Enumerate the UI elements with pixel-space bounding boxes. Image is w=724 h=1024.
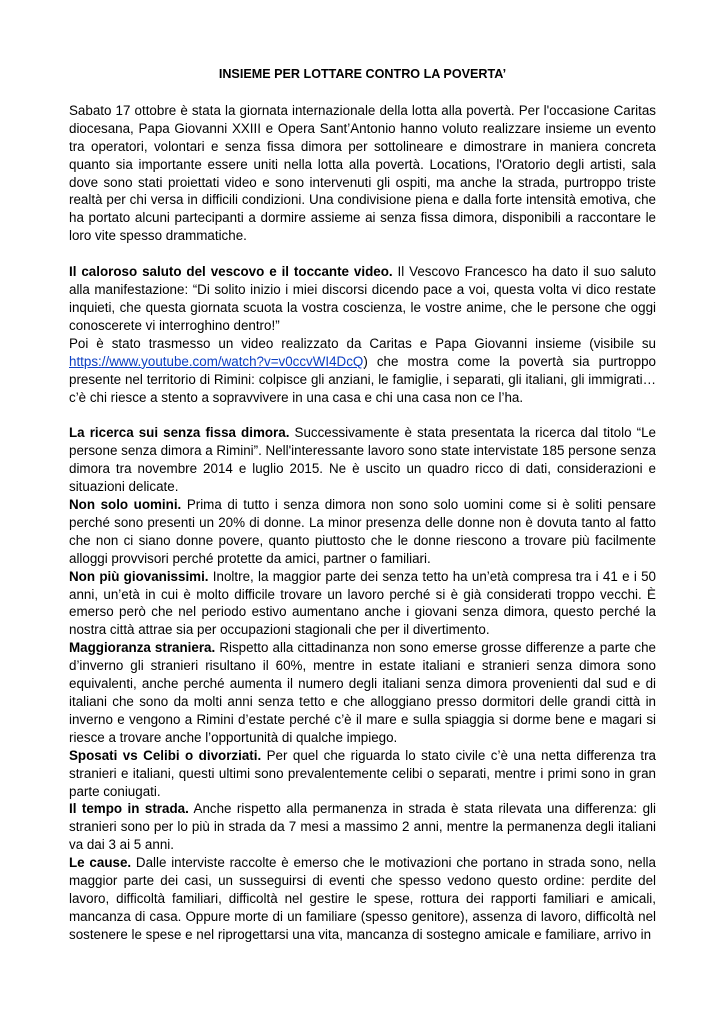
youtube-link[interactable]: https://www.youtube.com/watch?v=v0ccvWI4DcQ <box>69 353 364 369</box>
section-text: Inoltre, la maggior parte dei senza tetto ha un’età compresa tra i 41 e i 50 anni, un’età in cui è molto difficile trovare un lavoro perché si è già considerati troppo vecchi. È emerso però che nel periodo estivo aumentano anche i giovani senza dimora, questo perché la nostra città attrae sia per occupazioni stagionali che per il divertimento. <box>69 568 656 638</box>
section-text: Prima di tutto i senza dimora non sono solo uomini come si è soliti pensare perché sono presenti un 20% di donne. La minor presenza delle donne non è dovuta tanto al fatto che non ci siano donne povere, quanto piuttosto che le donne riescono a trovare più facilmente alloggi provvisori perché protette da amici, partner o familiari. <box>69 497 656 566</box>
section-heading: Le cause. <box>69 855 132 871</box>
section-heading: Il caloroso saluto del vescovo e il toccante video. <box>69 264 393 280</box>
section-paragraph <box>69 496 656 568</box>
video-text-after: ) che mostra come la povertà sia purtroppo presente nel territorio di Rimini: colpisce gli anziani, le famiglie, i separati, gli italiani, gli immigrati… c’è chi riesce a stento a sopravvivere in una casa e chi una casa non ce l’ha. <box>69 353 656 405</box>
video-text-before: Poi è stato trasmesso un video realizzato da Caritas e Papa Giovanni insieme (visibile su <box>69 335 656 351</box>
video-paragraph <box>69 335 656 407</box>
section-paragraph <box>69 800 656 854</box>
section-paragraph <box>69 568 656 640</box>
research-sections <box>69 424 656 943</box>
section-heading: Sposati vs Celibi o divorziati. <box>69 747 262 763</box>
section-paragraph <box>69 639 656 746</box>
section-text: Anche rispetto alla permanenza in strada è stata rilevata una differenza: gli stranieri sono per lo più in strada da 7 mesi a massimo 2 anni, mentre la permanenza degli italiani va dai 3 ai 5 anni. <box>69 801 656 853</box>
section-heading: La ricerca sui senza fissa dimora. <box>69 425 290 441</box>
document-page <box>69 66 656 944</box>
section-text: Rispetto alla cittadinanza non sono emerse grosse differenze a parte che d’inverno gli stranieri risultano il 60%, mentre in estate italiani e stranieri senza dimora sono equivalenti, anche perché aumenta il numero degli italiani senza dimora provenienti dal sud e di italiani che sono da molti anni senza tetto e che alloggiano presso dormitori delle grandi città in inverno e vengono a Rimini d’estate perché c’è il mare e sulla spiaggia si dorme bene e magari si riesce a trovare anche l’opportunità di qualche impiego. <box>69 640 657 745</box>
section-paragraph <box>69 854 656 944</box>
section-text: Il Vescovo Francesco ha dato il suo saluto alla manifestazione: “Di solito inizio i miei discorsi dicendo pace a voi, questa volta vi dico restate inquieti, che questa giornata scuota la vostra coscienza, le vostre anime, che le persone che oggi conoscerete vi interroghino dentro!” <box>69 264 656 333</box>
section-paragraph <box>69 424 656 496</box>
section-heading: Non solo uomini. <box>69 497 182 513</box>
section-heading: Il tempo in strada. <box>69 801 189 817</box>
vescovo-section <box>69 263 656 406</box>
section-text: Per quel che riguarda lo stato civile c’è una netta differenza tra stranieri e italiani, questi ultimi sono prevalentemente celibi o separati, mentre i primi sono in gran parte coniugati. <box>69 747 656 799</box>
section-heading: Maggioranza straniera. <box>69 640 216 656</box>
intro-paragraph: Sabato 17 ottobre è stata la giornata internazionale della lotta alla povertà. Per l'occasione Caritas diocesana, Papa Giovanni XXIII e Opera Sant’Antonio hanno voluto realizzare insieme un evento tra operatori, volontari e senza fissa dimora per sottolineare e dimostrare in maniera concreta quanto sia importante essere uniti nella lotta alla povertà. Locations, l'Oratorio degli artisti, sala dove sono stati proiettati video e sono intervenuti gli ospiti, ma anche la strada, purtroppo triste realtà per chi versa in difficili condizioni. Una condivisione piena e dalla forte intensità emotiva, che ha portato alcuni partecipanti a dormire assieme ai senza fissa dimora, disponibili a raccontare le loro vite spesso drammatiche. <box>69 102 656 244</box>
document-title: INSIEME PER LOTTARE CONTRO LA POVERTA’ <box>218 67 507 81</box>
section-text: Dalle interviste raccolte è emerso che le motivazioni che portano in strada sono, nella maggior parte dei casi, un susseguirsi di eventi che spesso vedono questo ordine: perdite del lavoro, difficoltà familiari, difficoltà nel gestire le spese, rottura dei rapporti familiari e amicali, mancanza di casa. Oppure morte di un familiare (spesso genitore), assenza di lavoro, difficoltà nel sostenere le spese e nel riprogettarsi una vita, mancanza di sostegno amicale e familiare, arrivo in <box>69 855 656 942</box>
section-paragraph <box>69 747 656 801</box>
section-heading: Non più giovanissimi. <box>69 568 209 584</box>
vescovo-paragraph <box>69 263 656 335</box>
section-text: Successivamente è stata presentata la ricerca dal titolo “Le persone senza dimora a Rimini”. Nell'interessante lavoro sono state intervistate 185 persone senza dimora tra novembre 2014 e luglio 2015. Ne è uscito un quadro ricco di dati, considerazioni e situazioni delicate. <box>69 425 656 495</box>
